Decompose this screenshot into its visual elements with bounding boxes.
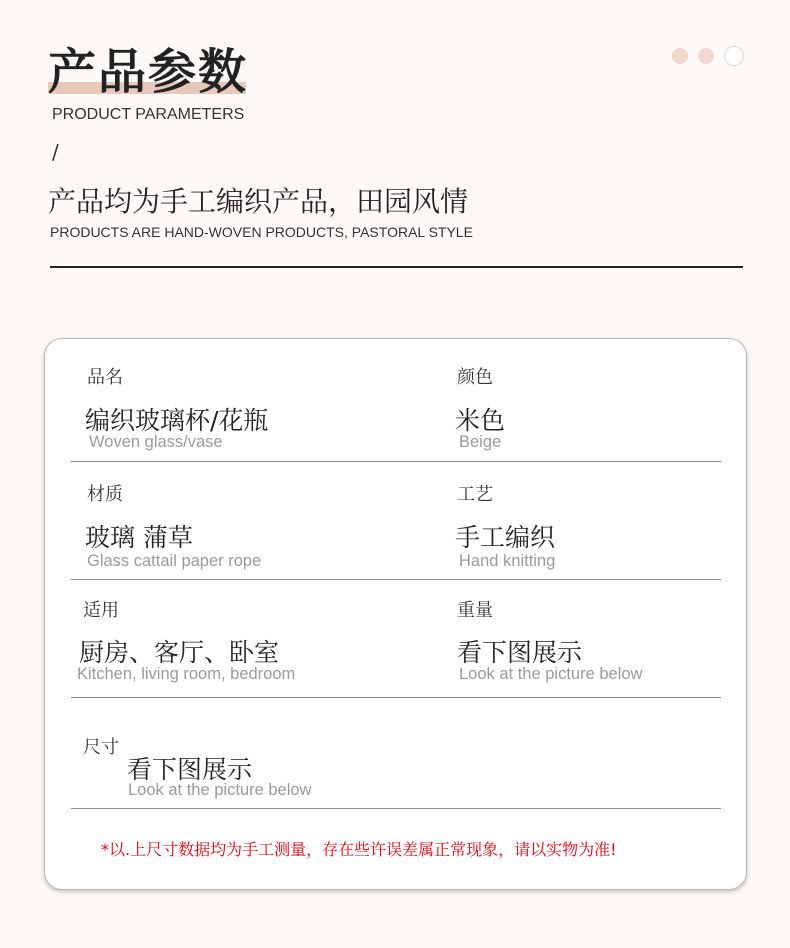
param-color-value: 米色	[455, 406, 506, 435]
measurement-note: *以.上尺寸数据均为手工测量，存在些许误差属正常现象，请以实物为准!	[101, 840, 617, 859]
param-usage-value-en: Kitchen, living room, bedroom	[77, 665, 296, 683]
parameters-card	[44, 338, 747, 890]
dot-icon	[698, 48, 714, 64]
dot-icon	[672, 48, 688, 64]
param-craft-value-en: Hand knitting	[459, 552, 556, 570]
param-name-label: 品名	[87, 367, 123, 388]
param-material-label: 材质	[87, 484, 123, 505]
param-usage-label: 适用	[83, 600, 119, 621]
param-size-value-en: Look at the picture below	[128, 781, 312, 799]
row-divider	[71, 461, 721, 462]
param-name-value: 编织玻璃杯/花瓶	[85, 406, 269, 435]
param-name-value-en: Woven glass/vase	[89, 433, 223, 451]
page-title: 产品参数	[48, 44, 249, 100]
ring-icon	[724, 46, 744, 66]
row-divider	[71, 697, 721, 698]
param-material-value: 玻璃 蒲草	[85, 523, 193, 552]
header-divider	[50, 266, 743, 268]
param-craft-value: 手工编织	[455, 523, 556, 552]
param-size-label: 尺寸	[83, 737, 119, 758]
slash-separator: /	[52, 140, 59, 164]
param-material-value-en: Glass cattail paper rope	[87, 552, 262, 570]
title-block	[48, 40, 248, 104]
row-divider	[71, 579, 721, 580]
page-subtitle-en: PRODUCT PARAMETERS	[52, 106, 245, 123]
param-size-value: 看下图展示	[127, 755, 253, 784]
param-usage-value: 厨房、客厅、卧室	[79, 638, 280, 667]
param-craft-label: 工艺	[457, 484, 493, 505]
param-weight-value-en: Look at the picture below	[459, 665, 643, 683]
tagline-en: PRODUCTS ARE HAND-WOVEN PRODUCTS, PASTORAL STYLE	[50, 224, 473, 240]
decorative-dots	[672, 48, 744, 66]
param-color-value-en: Beige	[459, 433, 502, 451]
param-weight-label: 重量	[457, 600, 493, 621]
param-weight-value: 看下图展示	[457, 638, 583, 667]
row-divider	[71, 808, 721, 809]
tagline: 产品均为手工编织产品，田园风情	[48, 185, 469, 218]
param-color-label: 颜色	[457, 367, 493, 388]
